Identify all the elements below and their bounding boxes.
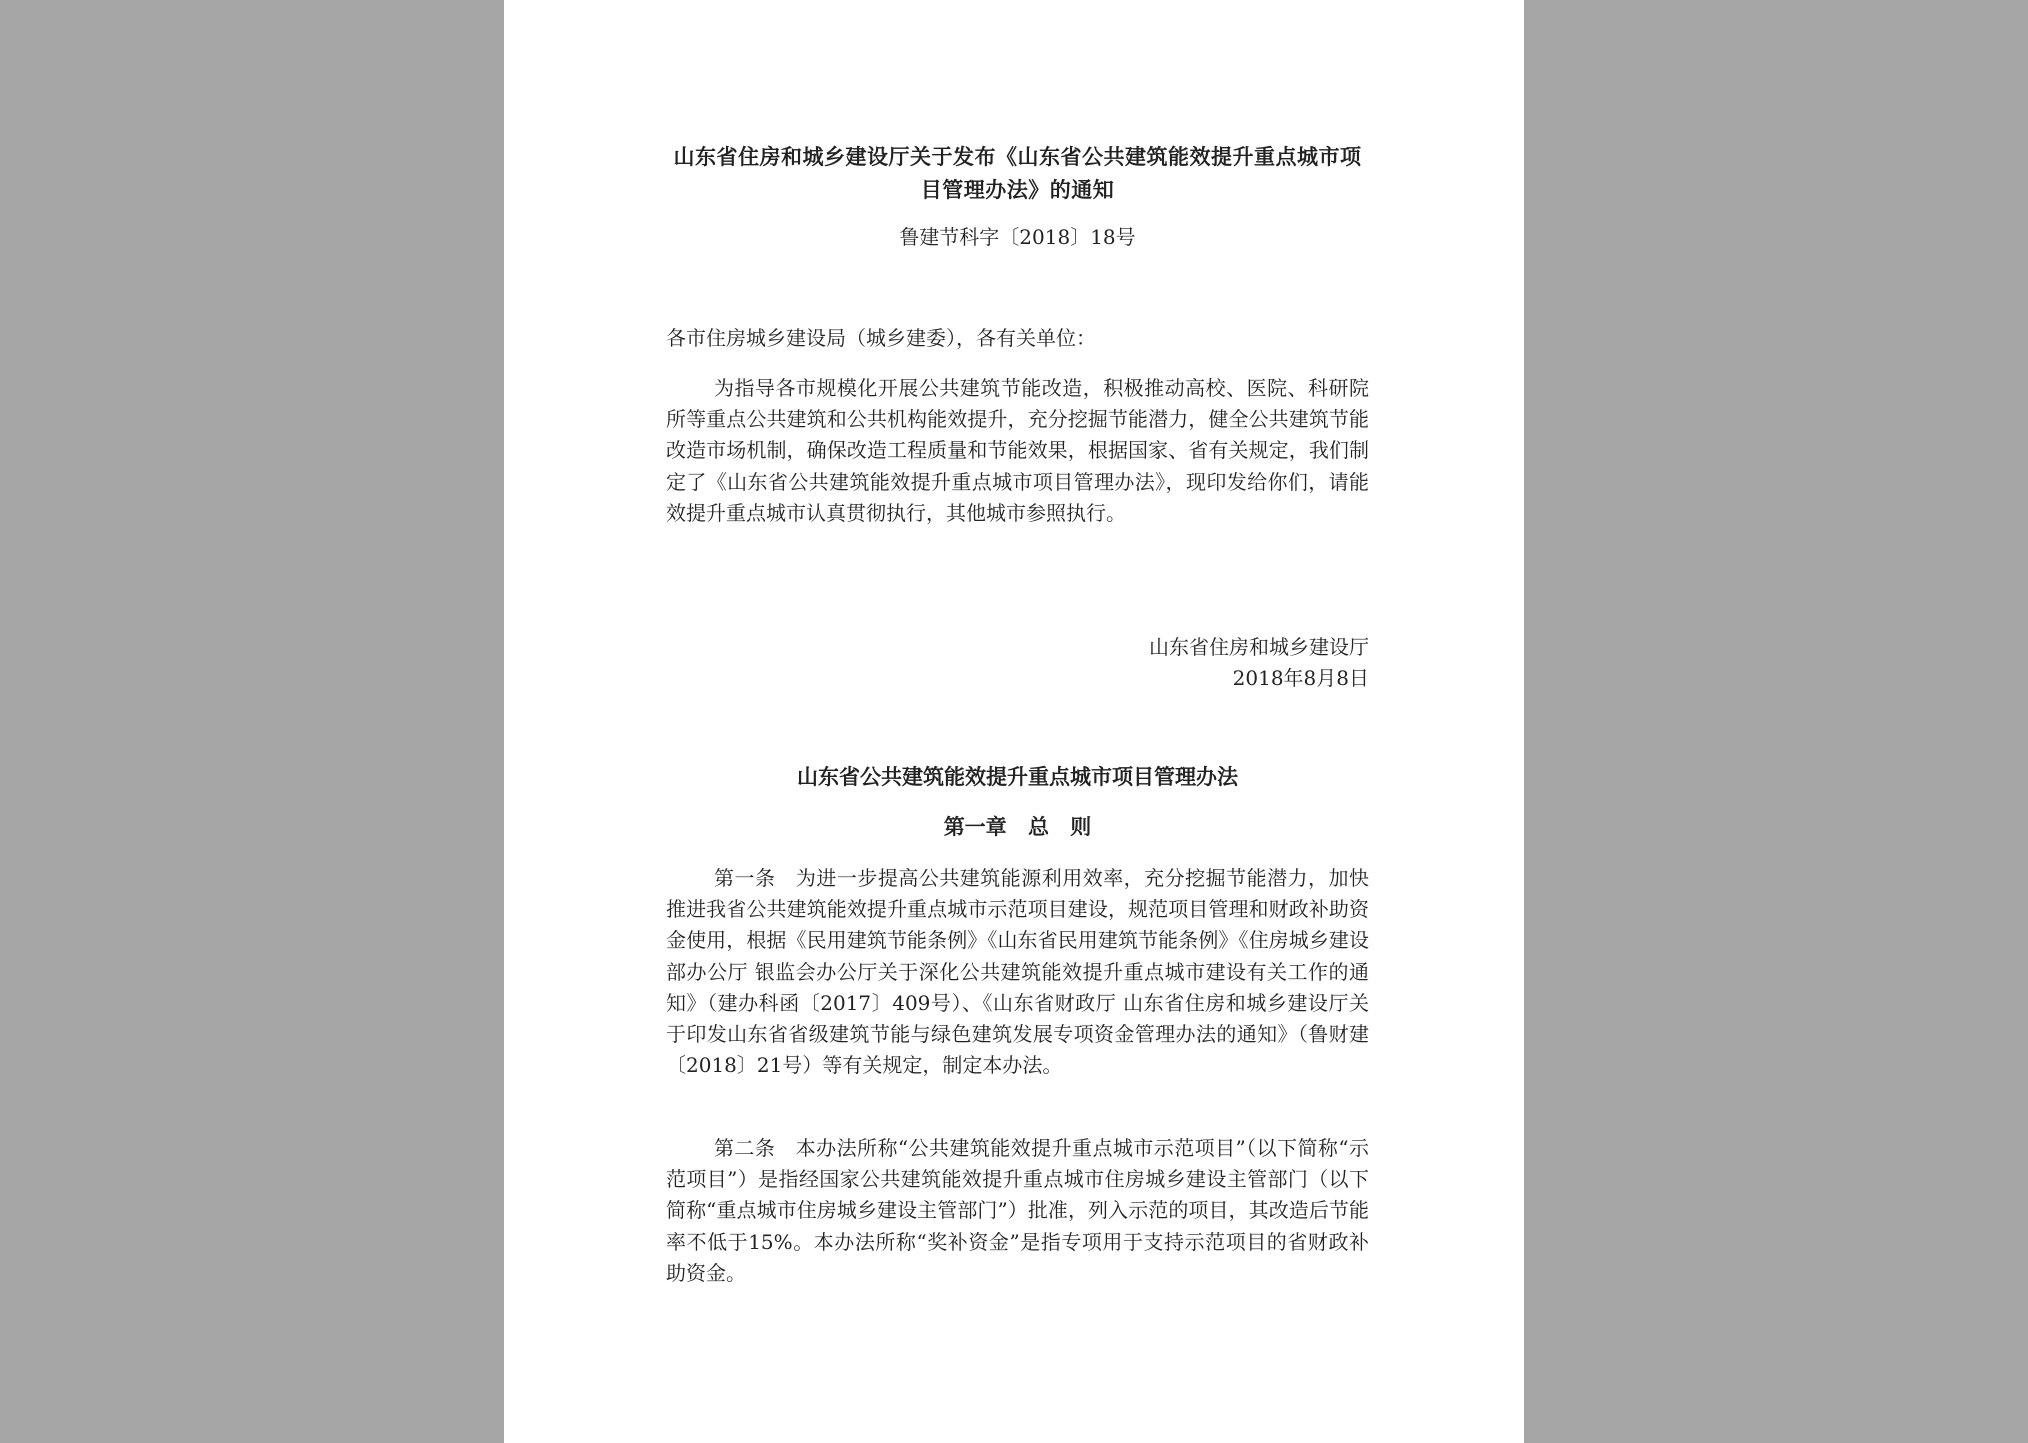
signer: 山东省住房和城乡建设厅 [1149,635,1369,659]
sign-date: 2018年8月8日 [1232,666,1369,690]
notice-title: 山东省住房和城乡建设厅关于发布《山东省公共建筑能效提升重点城市项目管理办法》的通知 [673,144,1362,202]
chapter-heading: 第一章 总 则 [943,814,1092,839]
intro-paragraph: 为指导各市规模化开展公共建筑节能改造，积极推动高校、医院、科研院所等重点公共建筑和公共机构能效提升，充分挖掘节能潜力，健全公共建筑节能改造市场机制，确保改造工程质量和节能效果，根据国家、省有关规定，我们制定了《山东省公共建筑能效提升重点城市项目管理办法》，现印发给你们，请能效提升重点城市认真贯彻执行，其他城市参照执行。 [666,376,1369,525]
article-1: 第一条 为进一步提高公共建筑能源利用效率，充分挖掘节能潜力，加快推进我省公共建筑能效提升重点城市示范项目建设，规范项目管理和财政补助资金使用，根据《民用建筑节能条例》《山东省民用建筑节能条例》《住房城乡建设部办公厅 银监会办公厅关于深化公共建筑能效提升重点城市建设有关工作的通知》（建办科函〔2017〕409号）、《山东省财政厅 山东省住房和城乡建设厅关于印发山东省省级建筑节能与绿色建筑发展专项资金管理办法的通知》（鲁财建〔2018〕21号）等有关规定，制定本办法。 [666,866,1369,1078]
document-page [504,0,1524,1443]
regulation-title: 山东省公共建筑能效提升重点城市项目管理办法 [797,764,1238,789]
document-number: 鲁建节科字〔2018〕18号 [899,225,1136,249]
article-2: 第二条 本办法所称“公共建筑能效提升重点城市示范项目”（以下简称“示范项目”）是指经国家公共建筑能效提升重点城市住房城乡建设主管部门（以下简称“重点城市住房城乡建设主管部门”）批准，列入示范的项目，其改造后节能率不低于15%。本办法所称“奖补资金”是指专项用于支持示范项目的省财政补助资金。 [666,1136,1369,1285]
addressee: 各市住房城乡建设局（城乡建委），各有关单位： [666,326,1096,350]
